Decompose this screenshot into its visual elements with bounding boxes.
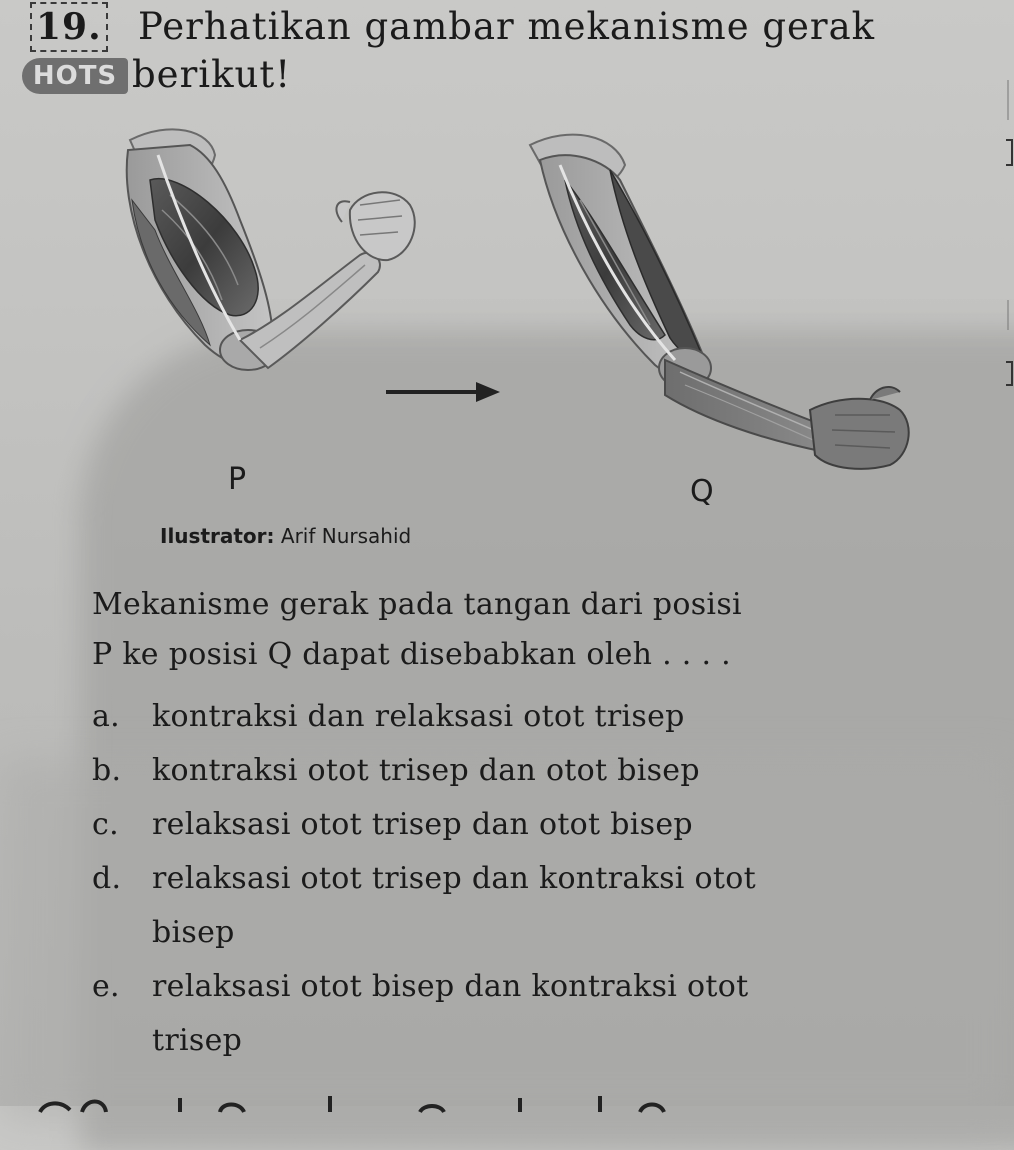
adjacent-page-edge: [994, 0, 1014, 1106]
option-letter: c.: [92, 807, 119, 842]
hots-badge: HOTS: [22, 58, 128, 94]
option-text: kontraksi dan relaksasi otot trisep: [152, 699, 685, 734]
figure-label-q: Q: [690, 474, 714, 509]
answer-option-e[interactable]: [92, 960, 992, 1068]
illustrator-credit: [160, 524, 411, 548]
option-letter: e.: [92, 969, 120, 1004]
extended-arm-illustration: [530, 135, 909, 469]
question-title-line1: Perhatikan gambar mekanisme gerak: [138, 5, 876, 48]
answer-option-d[interactable]: [92, 852, 992, 960]
option-letter: a.: [92, 699, 121, 734]
cropped-next-line: [0, 1084, 1014, 1114]
question-stem-line1: Mekanisme gerak pada tangan dari posisi: [92, 587, 742, 622]
question-stem: [92, 580, 992, 680]
option-text: relaksasi otot bisep dan kontraksi otot: [152, 969, 749, 1004]
figure-label-p: P: [228, 462, 247, 497]
option-text: kontraksi otot trisep dan otot bisep: [152, 753, 700, 788]
answer-options: [92, 690, 992, 1068]
option-text: relaksasi otot trisep dan otot bisep: [152, 807, 693, 842]
flexed-arm-illustration: [127, 129, 415, 370]
arrow-right-icon: [386, 382, 500, 402]
question-number: 19.: [30, 2, 108, 52]
answer-option-a[interactable]: [92, 690, 992, 744]
option-letter: b.: [92, 753, 122, 788]
option-text-continuation: trisep: [152, 1023, 243, 1058]
answer-option-b[interactable]: [92, 744, 992, 798]
question-stem-line2: P ke posisi Q dapat disebabkan oleh . . . .: [92, 637, 731, 672]
illustrator-credit-label: Ilustrator:: [160, 524, 275, 548]
answer-option-c[interactable]: [92, 798, 992, 852]
option-letter: d.: [92, 861, 122, 896]
question-title-line2: berikut!: [132, 53, 292, 96]
option-text: relaksasi otot trisep dan kontraksi otot: [152, 861, 756, 896]
illustrator-name: Arif Nursahid: [280, 524, 412, 548]
option-text-continuation: bisep: [152, 915, 235, 950]
